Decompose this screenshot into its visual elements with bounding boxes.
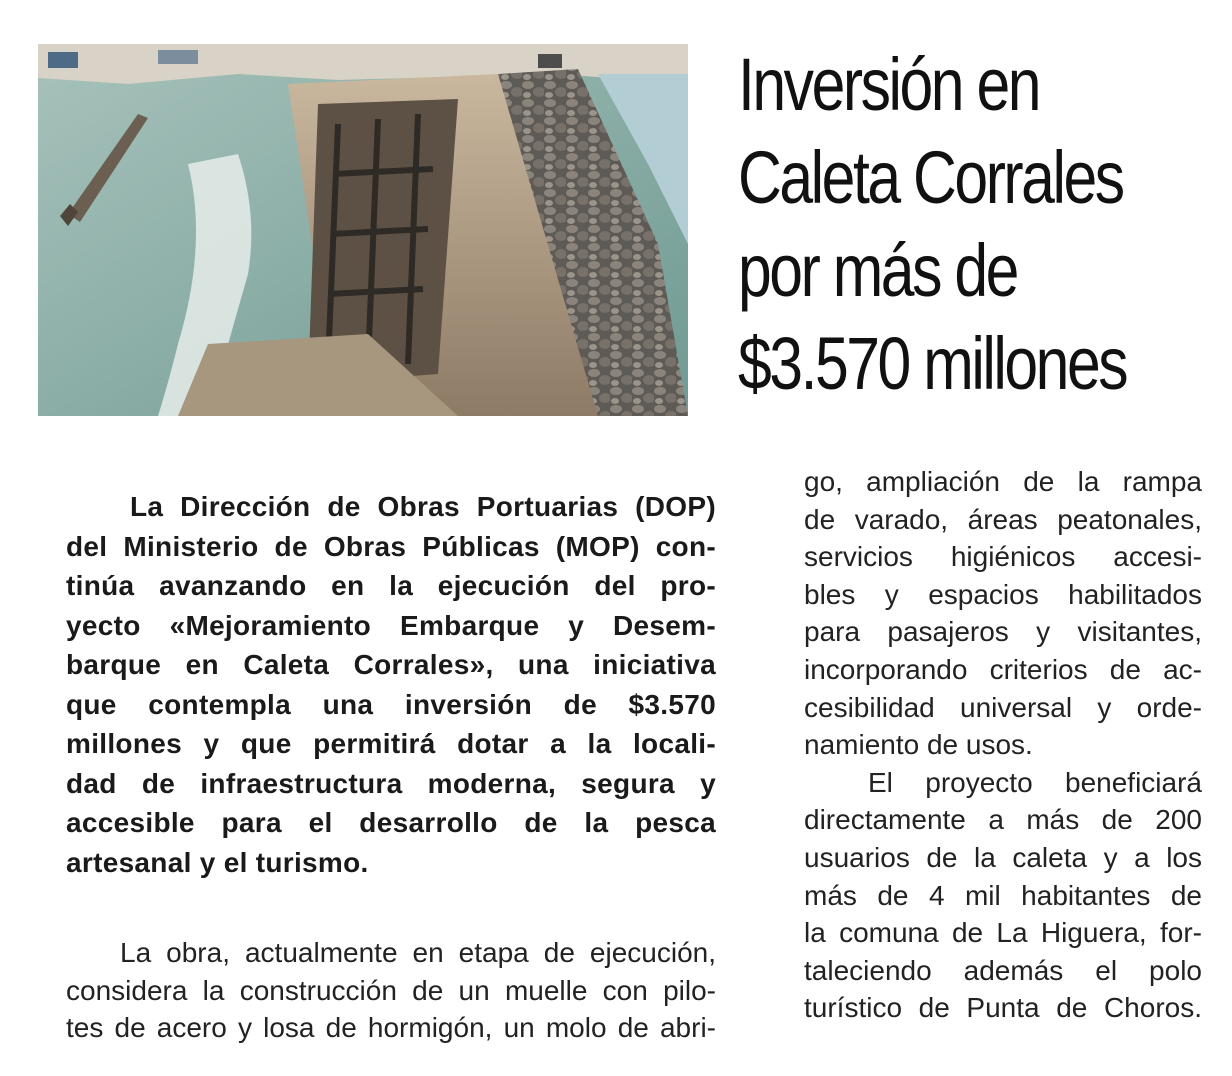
body-line: la comuna de La Higuera, for- [804,917,1202,949]
body-line: cesibilidad universal y orde- [804,691,1202,723]
body-line: más de 4 mil habitantes de [804,879,1202,911]
lead-line: dad de infraestructura moderna, segura y [66,767,716,799]
body-line: namiento de usos. [804,729,1033,761]
body-line: go, ampliación de la rampa [804,466,1202,497]
lead-line: que contempla una inversión de $3.570 [66,688,716,720]
article-column-left [66,487,716,1047]
headline-line: $3.570 millones [738,322,1127,405]
body-paragraph [66,934,716,1047]
body-line: usuarios de la caleta y a los [804,841,1202,873]
body-line: de varado, áreas peatonales, [804,503,1202,535]
body-line: La obra, actualmente en etapa de ejecución, [120,937,716,968]
body-line: servicios higiénicos accesi- [804,541,1202,573]
body-line: para pasajeros y visitantes, [804,616,1202,648]
lead-line: del Ministerio de Obras Públicas (MOP) con- [66,530,716,562]
lead-line: artesanal y el turismo. [66,846,369,878]
body-line: considera la construcción de un muelle con pilo- [66,974,716,1006]
article-column-right [804,463,1202,1027]
body-line: El proyecto beneficiará [868,766,1202,798]
headline [738,38,1132,410]
lead-line: millones y que permitirá dotar a la locali- [66,728,716,759]
lead-paragraph [66,487,716,882]
body-line: directamente a más de 200 [804,804,1202,836]
headline-line: Caleta Corrales [738,136,1123,219]
body-line: tes de acero y losa de hormigón, un molo de abri- [66,1012,716,1043]
lead-line: tinúa avanzando en la ejecución del pro- [66,570,716,601]
article-photo [38,44,688,416]
lead-line: La Dirección de Obras Portuarias (DOP) [130,491,716,522]
body-line: bles y espacios habilitados [804,578,1202,610]
lead-line: accesible para el desarrollo de la pesca [66,807,716,838]
aerial-photo-construction-site-icon [38,44,688,416]
body-line: taleciendo además el polo [804,954,1202,986]
headline-line: por más de [738,229,1017,312]
lead-line: yecto «Mejoramiento Embarque y Desem- [66,609,716,641]
body-line: incorporando criterios de ac- [804,653,1202,685]
headline-line: Inversión en [738,43,1040,126]
body-line: turístico de Punta de Choros. [804,992,1202,1024]
lead-line: barque en Caleta Corrales», una iniciativa [66,649,716,680]
